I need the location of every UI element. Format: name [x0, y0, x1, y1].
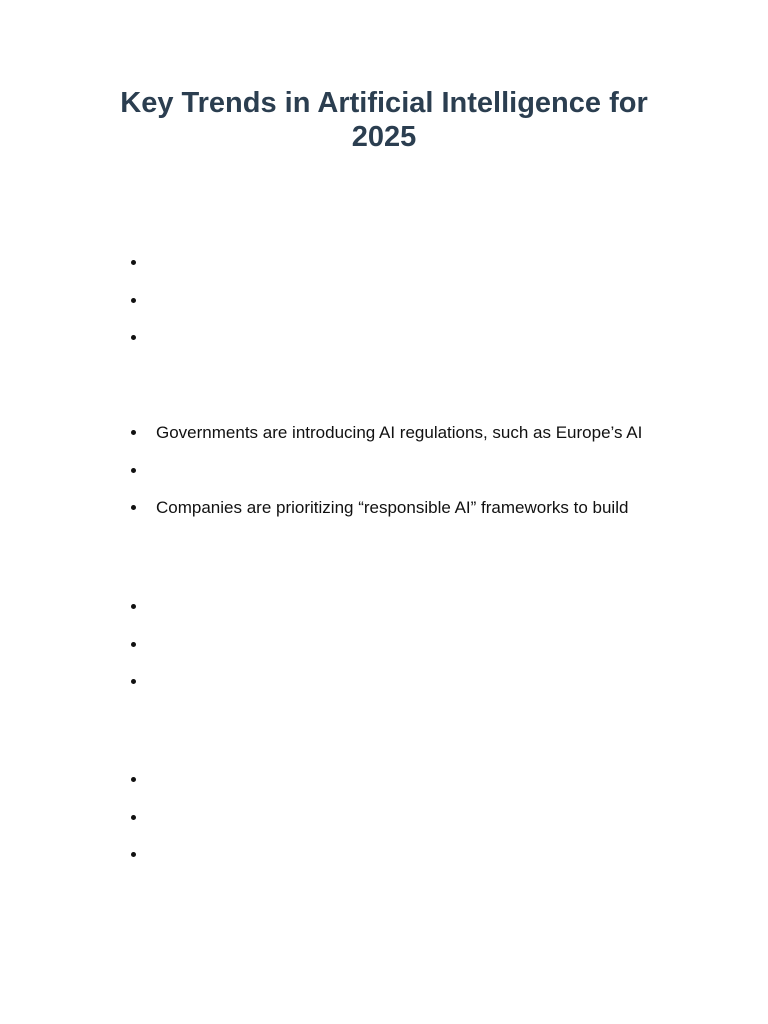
- list-item: [0, 292, 768, 330]
- bullet-list-2: [0, 424, 768, 537]
- bullet-icon: [131, 260, 136, 265]
- document-title: Key Trends in Artificial Intelligence for 2025: [120, 87, 648, 153]
- list-item: [0, 462, 768, 500]
- bullet-list-3: [0, 598, 768, 711]
- list-item: [0, 424, 768, 462]
- list-item-text: Companies are prioritizing “responsible AI” frameworks to build: [156, 498, 629, 518]
- bullet-icon: [131, 852, 136, 857]
- list-item: [0, 846, 768, 884]
- bullet-icon: [131, 815, 136, 820]
- list-item: [0, 499, 768, 537]
- list-item: [0, 598, 768, 636]
- bullet-icon: [131, 298, 136, 303]
- bullet-icon: [131, 604, 136, 609]
- list-item: [0, 636, 768, 674]
- list-item: [0, 254, 768, 292]
- bullet-list-1: [0, 254, 768, 367]
- list-item: [0, 673, 768, 711]
- bullet-icon: [131, 777, 136, 782]
- list-item: [0, 809, 768, 847]
- list-item-text: Governments are introducing AI regulations, such as Europe’s AI: [156, 423, 643, 442]
- list-item: [0, 771, 768, 809]
- bullet-icon: [131, 430, 136, 435]
- bullet-icon: [131, 642, 136, 647]
- bullet-icon: [131, 505, 136, 510]
- bullet-icon: [131, 679, 136, 684]
- bullet-icon: [131, 335, 136, 340]
- list-item: [0, 329, 768, 367]
- bullet-icon: [131, 468, 136, 473]
- bullet-list-4: [0, 771, 768, 884]
